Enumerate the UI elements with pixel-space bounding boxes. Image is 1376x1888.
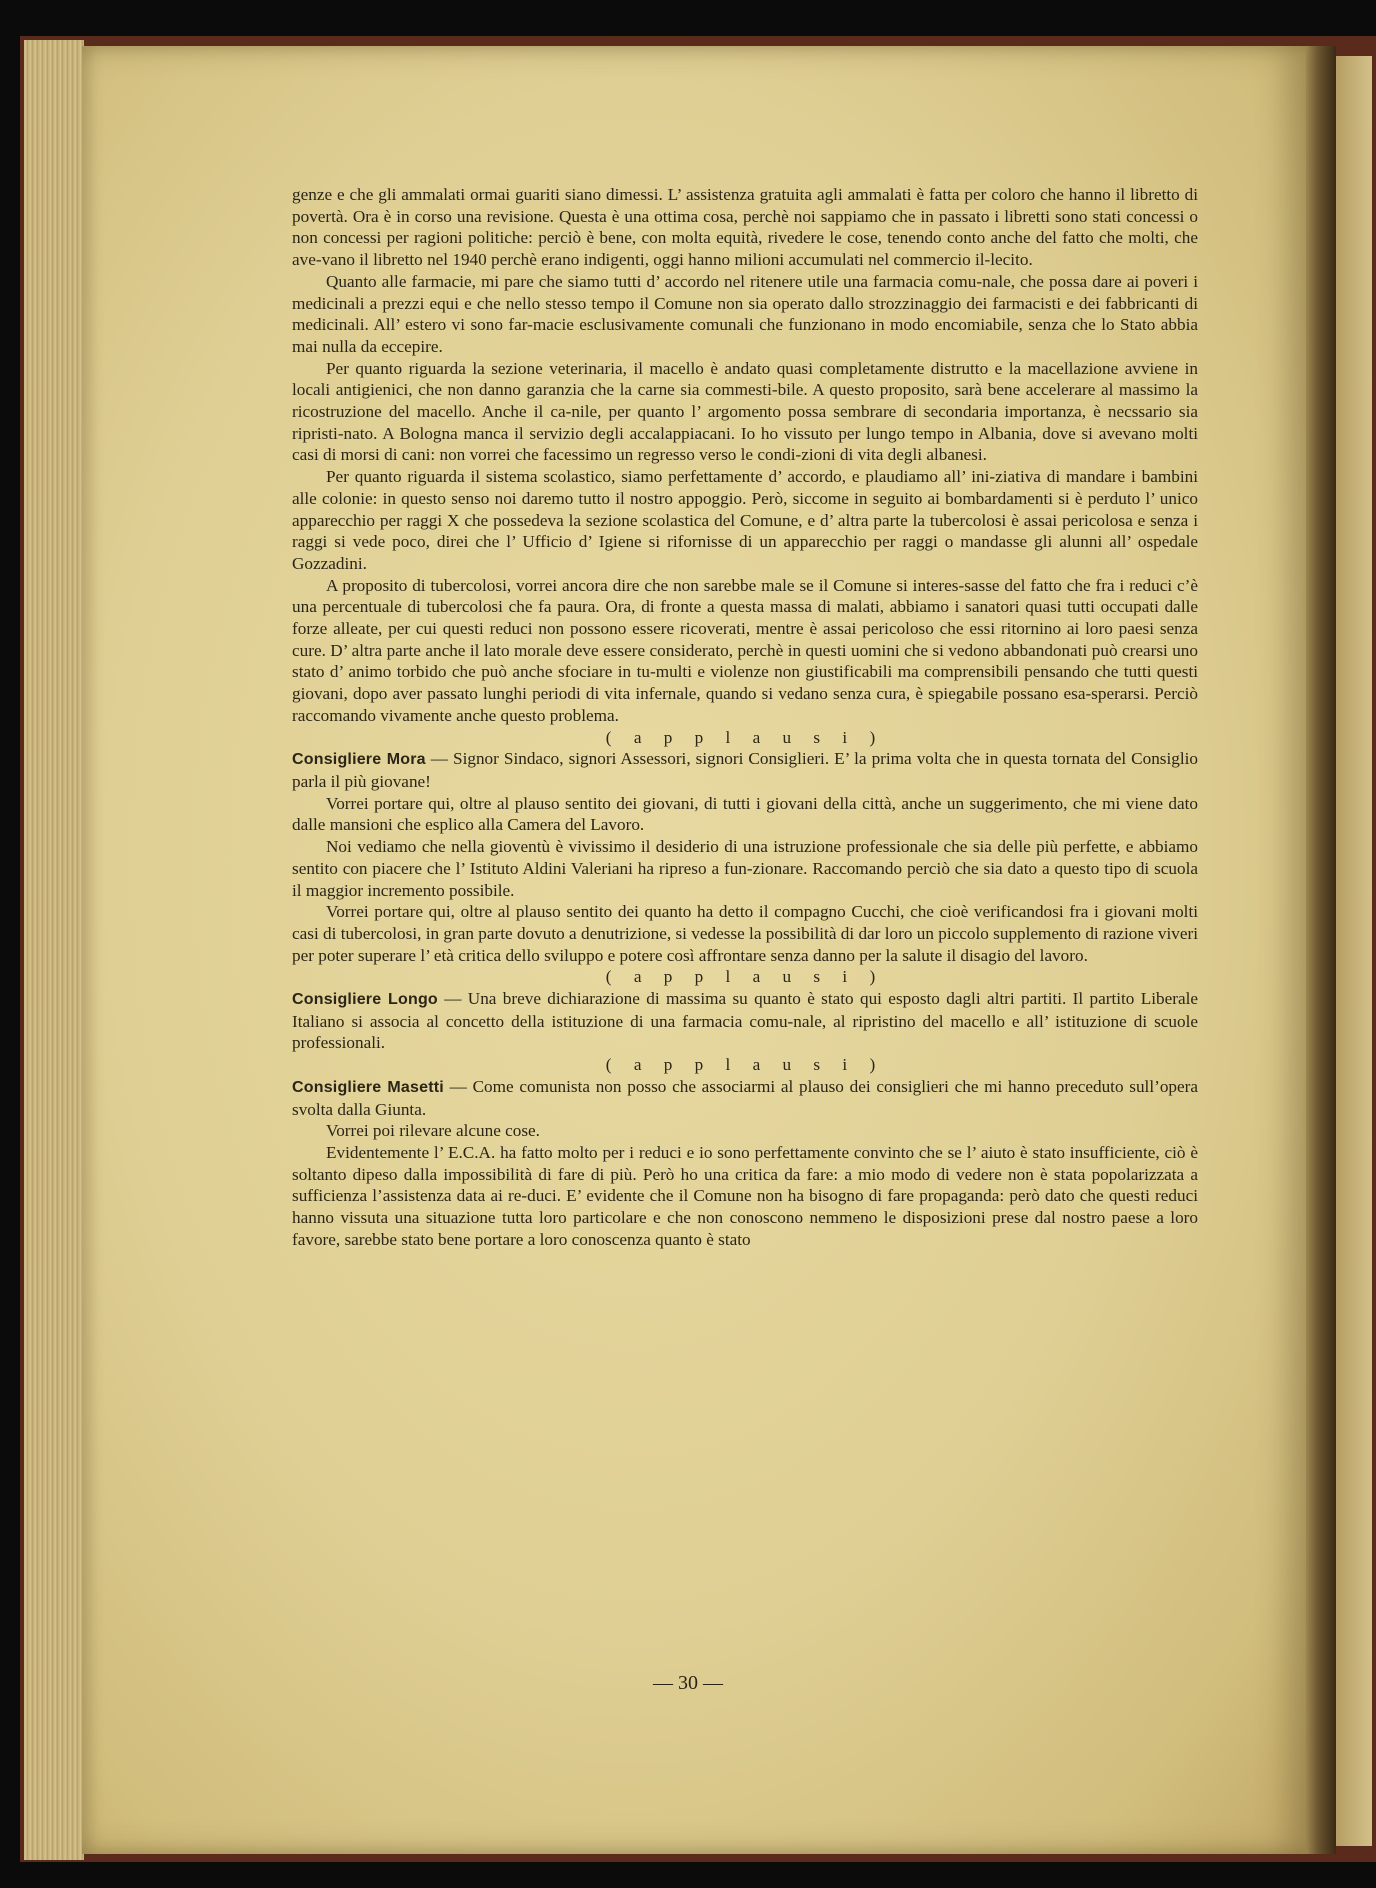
speech-longo [292, 988, 1198, 1054]
paragraph: Evidentemente l’ E.C.A. ha fatto molto per i reduci e io sono perfettamente convinto che se l’ aiuto è stato insufficiente, ciò è soltanto dipeso dalla impossibilità di fare di più. Però ho una critica da fare: a mio modo di vedere non è stata popolarizzata a sufficienza l’assistenza data ai re-duci. E’ evidente che il Comune non ha bisogno di fare propaganda: però dato che questi reduci hanno vissuta una situazione tutta loro particolare e che non conoscono nemmeno le disposizioni prese dal nostro paese a loro favore, sarebbe stato bene portare a loro conoscenza quanto è stato [292, 1142, 1198, 1249]
paragraph: Quanto alle farmacie, mi pare che siamo tutti d’ accordo nel ritenere utile una farmacia comu-nale, che possa dare ai poveri i medicinali a prezzi equi e che nello stesso tempo il Comune non sia operato dallo strozzinaggio dei farmacisti e dei fabbricanti di medicinali. All’ estero vi sono far-macie esclusivamente comunali che funzionano in modo encomiabile, senza che lo Stato abbia mai nulla da eccepire. [292, 271, 1198, 356]
paragraph: Per quanto riguarda il sistema scolastico, siamo perfettamente d’ accordo, e plaudiamo all’ ini-ziativa di mandare i bambini alle colonie: in questo senso noi daremo tutto il nostro appoggio. Però, siccome in seguito ai bombardamenti si è perduto l’ unico apparecchio per raggi X che possedeva la sezione scolastica del Comune, e d’ altra parte la tubercolosi è assai pericolosa e senza i raggi si vede poco, direi che l’ Ufficio d’ Igiene si rifornisse di un apparecchio per raggi o mandasse gli alunni all’ ospedale Gozzadini. [292, 467, 1198, 573]
applause-note: ( a p p l a u s i ) [605, 1055, 885, 1075]
speech-text: — Come comunista non posso che associarmi al plauso dei consiglieri che mi hanno preceduto sull’opera svolta dalla Giunta. [292, 1076, 1198, 1119]
paragraph: Vorrei portare qui, oltre al plauso sentito dei giovani, di tutti i giovani della città, anche un suggerimento, che mi viene dato dalle mansioni che esplico alla Camera del Lavoro. [292, 793, 1198, 835]
speech-text: — Una breve dichiarazione di massima su quanto è stato qui esposto dagli altri partiti. Il partito Liberale Italiano si associa al concetto della istituzione di una farmacia comu-nale, al ripristino del macello e all’ istituzione di scuole professionali. [292, 989, 1198, 1053]
speech-text: — Signor Sindaco, signori Assessori, signori Consiglieri. E’ la prima volta che in questa tornata del Consiglio parla il più giovane! [292, 749, 1198, 791]
speech-mora [292, 748, 1198, 792]
paragraph: Per quanto riguarda la sezione veterinaria, il macello è andato quasi completamente distrutto e la macellazione avviene in locali antigienici, che non danno garanzia che la carne sia commesti-bile. A questo proposito, sarà bene accelerare al massimo la ricostruzione del macello. Anche il ca-nile, per quanto l’ argomento possa sembrare di secondaria importanza, è necssario sia ripristi-nato. A Bologna manca il servizio degli accalappiacani. Io ho vissuto per lungo tempo in Albania, dove si avevano molti casi di morsi di cani: non vorrei che facessimo un regresso verso le condi-zioni di vita degli albanesi. [292, 358, 1198, 465]
page-text [292, 184, 1198, 1250]
page-number: — 30 — [653, 1672, 723, 1694]
paragraph: genze e che gli ammalati ormai guariti siano dimessi. L’ assistenza gratuita agli ammalati è fatta per coloro che hanno il libretto di povertà. Ora è in corso una revisione. Questa è una ottima cosa, perchè noi sappiamo che in passato i libretti sono stati concessi o non concessi per ragioni politiche: perciò è bene, con molta equità, rivedere le cose, tenendo conto anche del fatto che molti, che ave-vano il libretto nel 1940 perchè erano indigenti, oggi hanno milioni accumulati nel commercio il-lecito. [292, 185, 1198, 270]
speaker-name: Consigliere Mora [292, 751, 426, 769]
facing-page-edge [1336, 56, 1372, 1846]
applause-note: ( a p p l a u s i ) [605, 967, 885, 987]
speaker-name: Consigliere Longo [292, 991, 438, 1009]
book-spine [1306, 46, 1336, 1854]
page-edges [24, 40, 84, 1860]
paragraph: Vorrei poi rilevare alcune cose. [326, 1121, 540, 1141]
paragraph: Noi vediamo che nella gioventù è vivissimo il desiderio di una istruzione professionale che sia delle più perfette, e abbiamo sentito con piacere che l’ Istituto Aldini Valeriani ha ripreso a fun-zionare. Raccomando perciò che sia dato a questo tipo di scuola il maggior incremento possibile. [292, 837, 1198, 900]
speech-masetti [292, 1076, 1198, 1120]
paragraph: Vorrei portare qui, oltre al plauso sentito dei quanto ha detto il compagno Cucchi, che cioè verificandosi fra i giovani molti casi di tubercolosi, in gran parte dovuto a denutrizione, si vedesse la possibilità di dar loro un piccolo supplemento di razione viveri per poter superare l’ età critica dello sviluppo e potere così affrontare senza danno per la salute il disagio del lavoro. [292, 902, 1198, 965]
paragraph: A proposito di tubercolosi, vorrei ancora dire che non sarebbe male se il Comune si interes-sasse del fatto che fra i reduci c’è una percentuale di tubercolosi che fa paura. Ora, di fronte a questa massa di malati, abbiamo i sanatori quasi tutti occupati dalle forze alleate, per cui questi reduci non possono essere ricoverati, mentre è assai pericoloso che essi ritornino ai loro paesi senza cure. D’ altra parte anche il lato morale deve essere considerato, perchè in questi uomini che si vedono abbandonati può crearsi uno stato d’ animo torbido che può anche sfociare in tu-multi e violenze non giustificabili ma comprensibili pensando che tutti questi giovani, dopo aver passato lunghi periodi di vita infernale, quando si vedano senza cura, è spiegabile possano esa-sperarsi. Perciò raccomando vivamente anche questo problema. [292, 575, 1198, 725]
speaker-name: Consigliere Masetti [292, 1078, 444, 1096]
applause-note: ( a p p l a u s i ) [605, 727, 885, 747]
